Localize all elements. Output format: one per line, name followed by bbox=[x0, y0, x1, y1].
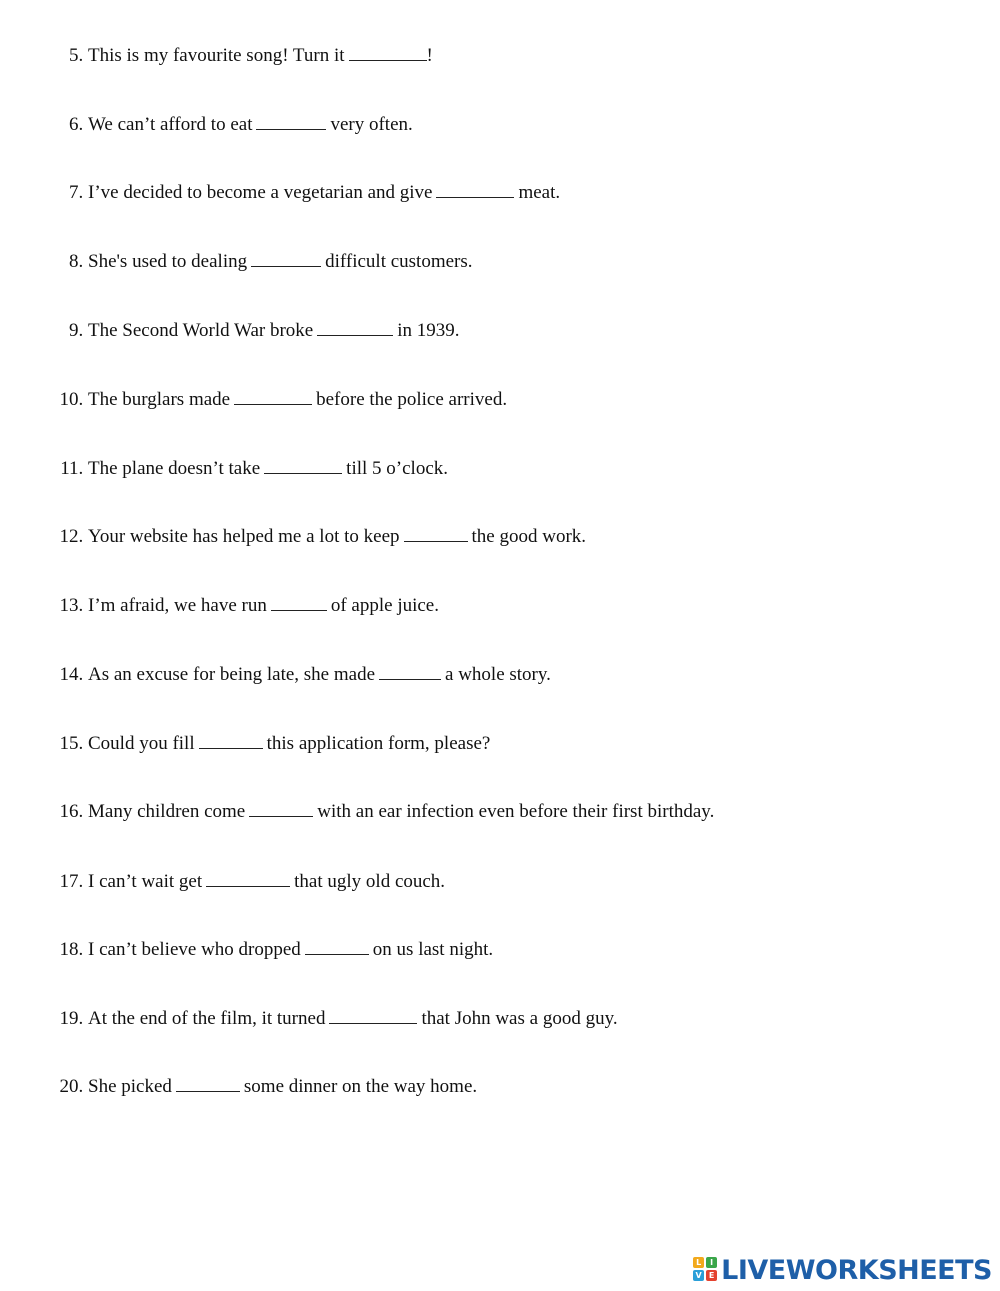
question-number: 13. bbox=[59, 595, 84, 616]
answer-blank[interactable] bbox=[317, 316, 393, 336]
question-text-before: I’ve decided to become a vegetarian and give bbox=[88, 182, 433, 203]
logo-text: LIVEWORKSHEETS bbox=[721, 1254, 992, 1286]
question-text-after: with an ear infection even before their first birthday. bbox=[317, 801, 715, 822]
answer-blank[interactable] bbox=[256, 110, 326, 130]
question-17 bbox=[0, 867, 445, 897]
question-number: 10. bbox=[59, 389, 84, 410]
answer-blank[interactable] bbox=[404, 522, 468, 542]
question-20 bbox=[0, 1072, 477, 1102]
question-text-after: some dinner on the way home. bbox=[243, 1076, 478, 1097]
question-text-before: The Second World War broke bbox=[88, 320, 314, 341]
question-text-after: in 1939. bbox=[397, 320, 460, 341]
answer-blank[interactable] bbox=[305, 935, 369, 955]
answer-blank[interactable] bbox=[436, 178, 514, 198]
answer-blank[interactable] bbox=[251, 247, 321, 267]
question-11 bbox=[0, 454, 448, 484]
question-number: 17. bbox=[59, 871, 84, 892]
answer-blank[interactable] bbox=[249, 797, 313, 817]
question-number: 7. bbox=[69, 182, 84, 203]
question-9 bbox=[0, 316, 460, 346]
question-text-after: that ugly old couch. bbox=[294, 871, 446, 892]
question-16 bbox=[0, 797, 714, 827]
question-6 bbox=[0, 110, 413, 140]
question-text-after: difficult customers. bbox=[325, 251, 473, 272]
question-5 bbox=[0, 41, 433, 71]
question-text-after: before the police arrived. bbox=[316, 389, 508, 410]
question-text-after: on us last night. bbox=[372, 939, 494, 960]
live-logo-icon bbox=[693, 1257, 719, 1283]
question-text-before: We can’t afford to eat bbox=[88, 114, 253, 135]
question-text-before: I’m afraid, we have run bbox=[88, 595, 267, 616]
question-text-after: very often. bbox=[330, 114, 413, 135]
question-number: 20. bbox=[59, 1076, 84, 1097]
question-text-after: ! bbox=[426, 45, 433, 66]
question-text-before: She picked bbox=[88, 1076, 172, 1097]
answer-blank[interactable] bbox=[349, 41, 427, 61]
question-number: 16. bbox=[59, 801, 84, 822]
logo-letter-l: L bbox=[693, 1257, 704, 1268]
question-text-before: Your website has helped me a lot to keep bbox=[88, 526, 400, 547]
liveworksheets-logo[interactable] bbox=[693, 1254, 992, 1286]
answer-blank[interactable] bbox=[379, 660, 441, 680]
question-text-after: of apple juice. bbox=[330, 595, 439, 616]
question-text-before: At the end of the film, it turned bbox=[88, 1008, 326, 1029]
question-text-before: She's used to dealing bbox=[88, 251, 248, 272]
question-text-after: till 5 o’clock. bbox=[346, 458, 449, 479]
question-8 bbox=[0, 247, 473, 277]
question-number: 5. bbox=[69, 45, 84, 66]
question-text-before: Many children come bbox=[88, 801, 246, 822]
answer-blank[interactable] bbox=[234, 385, 312, 405]
question-text-after: a whole story. bbox=[445, 664, 551, 685]
question-text-after: the good work. bbox=[471, 526, 587, 547]
question-text-before: Could you fill bbox=[88, 733, 195, 754]
question-10 bbox=[0, 385, 507, 415]
question-7 bbox=[0, 178, 560, 208]
answer-blank[interactable] bbox=[329, 1004, 417, 1024]
question-text-after: meat. bbox=[518, 182, 561, 203]
answer-blank[interactable] bbox=[264, 454, 342, 474]
question-number: 15. bbox=[59, 733, 84, 754]
answer-blank[interactable] bbox=[271, 591, 327, 611]
question-text-before: This is my favourite song! Turn it bbox=[88, 45, 345, 66]
logo-letter-i: I bbox=[706, 1257, 717, 1268]
question-number: 8. bbox=[69, 251, 84, 272]
question-15 bbox=[0, 729, 490, 759]
answer-blank[interactable] bbox=[199, 729, 263, 749]
question-19 bbox=[0, 1004, 618, 1034]
question-text-before: I can’t wait get bbox=[88, 871, 203, 892]
question-13 bbox=[0, 591, 439, 621]
question-number: 19. bbox=[59, 1008, 84, 1029]
logo-letter-v: V bbox=[693, 1270, 704, 1281]
logo-letter-e: E bbox=[706, 1270, 717, 1281]
question-text-after: this application form, please? bbox=[266, 733, 491, 754]
question-18 bbox=[0, 935, 493, 965]
question-number: 18. bbox=[59, 939, 84, 960]
question-number: 6. bbox=[69, 114, 84, 135]
answer-blank[interactable] bbox=[176, 1072, 240, 1092]
question-text-before: As an excuse for being late, she made bbox=[88, 664, 376, 685]
question-number: 11. bbox=[60, 458, 84, 479]
answer-blank[interactable] bbox=[206, 867, 290, 887]
question-text-before: The plane doesn’t take bbox=[88, 458, 261, 479]
question-number: 12. bbox=[59, 526, 84, 547]
question-number: 9. bbox=[69, 320, 84, 341]
question-14 bbox=[0, 660, 551, 690]
question-number: 14. bbox=[59, 664, 84, 685]
question-text-before: I can’t believe who dropped bbox=[88, 939, 301, 960]
question-text-after: that John was a good guy. bbox=[421, 1008, 618, 1029]
question-12 bbox=[0, 522, 586, 552]
question-text-before: The burglars made bbox=[88, 389, 231, 410]
